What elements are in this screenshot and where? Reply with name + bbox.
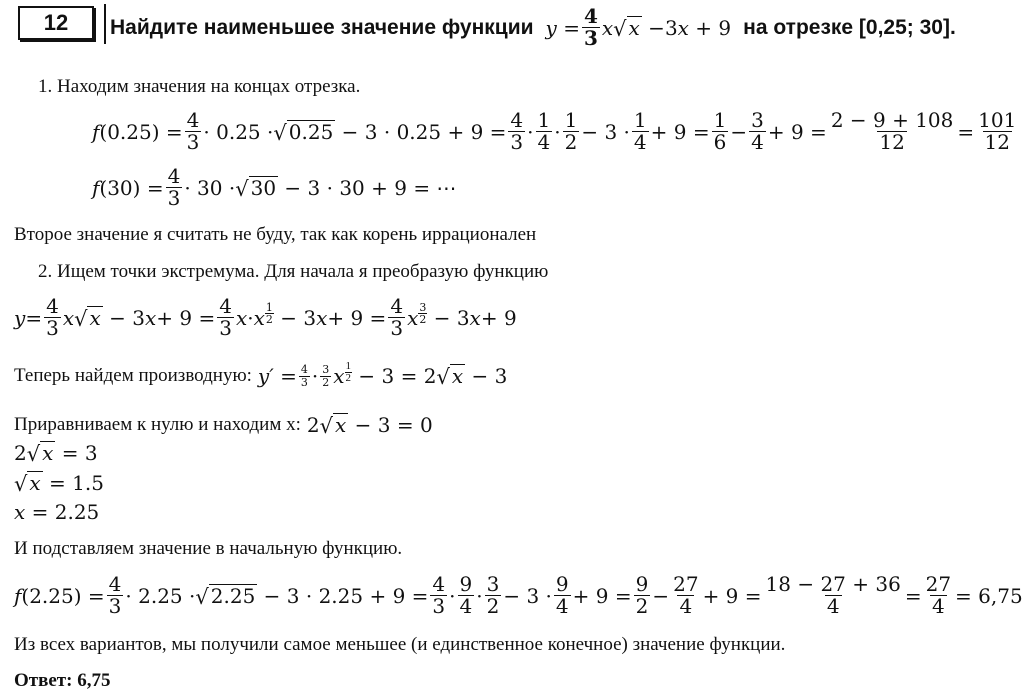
note-irrational: Второе значение я считать не буду, так как корень иррационален [14, 224, 537, 245]
conclusion-text: Из всех вариантов, мы получили самое меньшее (и единственное конечное) значение функции. [14, 634, 786, 655]
zero-label: Приравниваем к нулю и находим x: [14, 414, 301, 435]
solve-line-2: √ x = 1.5 [14, 471, 104, 496]
equation-transform: y = 4 3 x √ x − 3 x + 9 = 4 3 x · x $^{1 2}$ − 3 x + 9 = 4 3 x $^{3 2}$ − 3 x + 9 [14, 294, 517, 340]
statement-suffix: на отрезке [0,25; 30]. [743, 15, 956, 39]
equation-f-025: f (0.25) = 4 3 · 0.25 · √ 0.25 − 3 · 0.25 + 9 = 4 3 · 1 4 · 1 2 − 3 · 1 4 + 9 = 1 6 − 3 4 + 9 = 2 − 9 + 108 12 = 101 12 [92, 108, 1017, 154]
substitute-label: И подставляем значение в начальную функцию. [14, 538, 403, 559]
zero-line: Приравниваем к нулю и находим x: 2 √ x − 3 = 0 [14, 413, 433, 438]
derivative-label: Теперь найдем производную: [14, 365, 252, 387]
solve-line-3: x = 2.25 [14, 500, 100, 524]
step-2-heading: 2. Ищем точки экстремума. Для начала я преобразую функцию [38, 261, 549, 282]
solve-line-1: 2 √ x = 3 [14, 441, 98, 466]
problem-statement: Найдите наименьшее значение функции y = $\frac{4}{3}$ x √ x −3x + 9 на отрезке [0,25; 30]. [110, 4, 956, 50]
equation-f-30: f (30) = 4 3 · 30 · √ 30 − 3 · 30 + 9 = ⋯ [92, 164, 457, 210]
problem-number-box [18, 6, 94, 40]
answer-text: Ответ: 6,75 [14, 670, 111, 691]
header-divider [104, 4, 106, 44]
equation-f-225: f (2.25) = 4 3 · 2.25 · √ 2.25 − 3 · 2.25 + 9 = 4 3 · 9 4 · 3 2 − 3 · 9 4 + 9 = 9 2 − 27 4 + 9 = 18 − 27 + 36 4 = 27 4 = 6,75 [14, 572, 1023, 618]
problem-number: 12 [43, 10, 69, 35]
step-1-heading: 1. Находим значения на концах отрезка. [38, 76, 361, 97]
derivative-line: Теперь найдем производную: y′ = $\frac{4}{3}$ · 3 2 x $^{1 2}$ − 3 = 2 √ x − 3 [14, 359, 508, 390]
statement-prefix: Найдите наименьшее значение функции [110, 15, 534, 39]
